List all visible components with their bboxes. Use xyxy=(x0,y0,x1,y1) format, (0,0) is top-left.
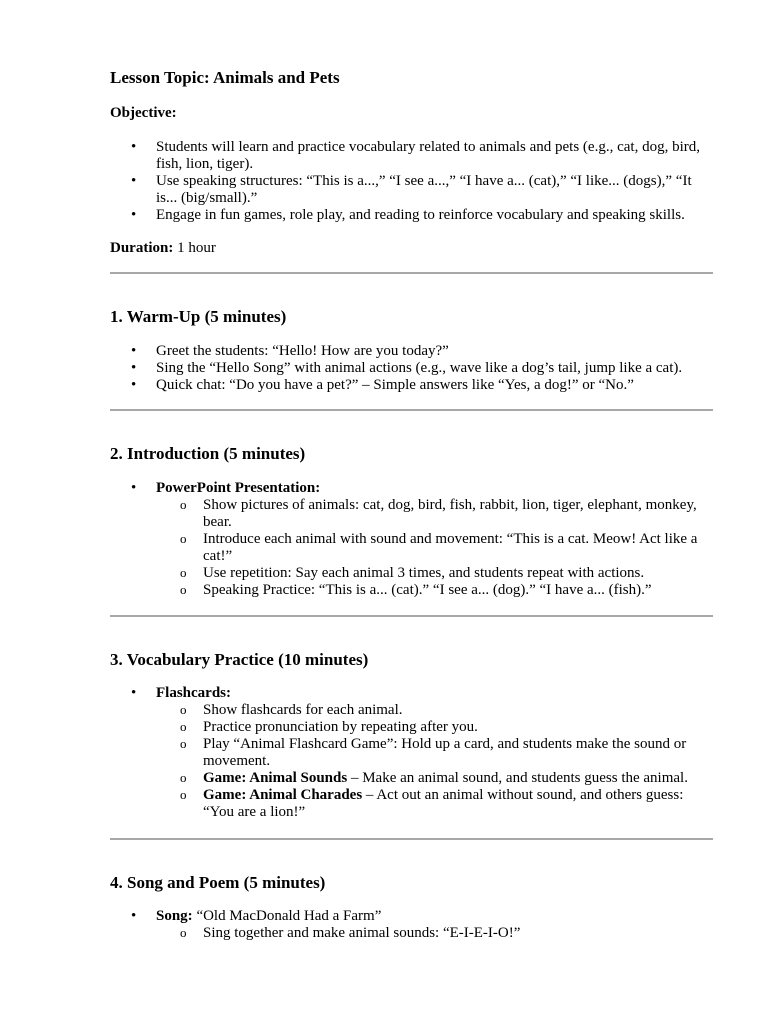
list-item xyxy=(110,685,713,821)
sub-list-item: o Show pictures of animals: cat, dog, bird, fish, rabbit, lion, tiger, elephant, monkey, bear. xyxy=(156,497,713,531)
list-item xyxy=(110,480,713,599)
list-item: • Greet the students: “Hello! How are you today?” xyxy=(110,343,713,360)
sub-list xyxy=(110,497,713,599)
duration-line xyxy=(110,240,216,257)
sub-list-item: o Sing together and make animal sounds: “E-I-E-I-O!” xyxy=(156,925,713,942)
sub-list-item xyxy=(156,787,713,821)
group-label: PowerPoint Presentation: xyxy=(156,480,321,496)
game-text: – Make an animal sound, and students guess the animal. xyxy=(347,770,688,786)
sub-list-item: o Practice pronunciation by repeating after you. xyxy=(156,719,713,736)
sub-list-item: o Speaking Practice: “This is a... (cat).” “I see a... (dog).” “I have a... (fish).” xyxy=(156,582,713,599)
game-text: – Act out an animal without sound, and others guess: “You are a lion!” xyxy=(203,787,684,820)
sub-list-item: o Play “Animal Flashcard Game”: Hold up a card, and students make the sound or movement. xyxy=(156,736,713,770)
list-item xyxy=(110,908,713,942)
sub-list-item: o Use repetition: Say each animal 3 times, and students repeat with actions. xyxy=(156,565,713,582)
sub-list-item: o Show flashcards for each animal. xyxy=(156,702,713,719)
sub-list xyxy=(110,925,713,942)
group-text: “Old MacDonald Had a Farm” xyxy=(192,908,382,924)
warm-up-list xyxy=(110,343,713,394)
objective-label: Objective: xyxy=(110,105,177,121)
vocabulary-list xyxy=(110,685,713,821)
divider xyxy=(110,272,713,274)
sub-list-item xyxy=(156,770,713,787)
list-item: • Sing the “Hello Song” with animal actions (e.g., wave like a dog’s tail, jump like a cat). xyxy=(110,360,713,377)
page-title: Lesson Topic: Animals and Pets xyxy=(110,68,340,87)
group-label: Song: xyxy=(156,908,193,924)
section-heading-vocabulary: 3. Vocabulary Practice (10 minutes) xyxy=(110,650,369,669)
duration-value: 1 hour xyxy=(173,240,216,256)
sub-list-item: o Introduce each animal with sound and movement: “This is a cat. Meow! Act like a cat!” xyxy=(156,531,713,565)
list-item: • Use speaking structures: “This is a...,” “I see a...,” “I have a... (cat),” “I like... (dogs),” “It is... (big/small).” xyxy=(110,173,713,207)
list-item: • Engage in fun games, role play, and reading to reinforce vocabulary and speaking skills. xyxy=(110,207,713,224)
section-heading-song-poem: 4. Song and Poem (5 minutes) xyxy=(110,873,326,892)
song-list xyxy=(110,908,713,942)
divider xyxy=(110,409,713,411)
list-item: • Quick chat: “Do you have a pet?” – Simple answers like “Yes, a dog!” or “No.” xyxy=(110,377,713,394)
divider xyxy=(110,838,713,840)
section-heading-introduction: 2. Introduction (5 minutes) xyxy=(110,444,306,463)
game-label: Game: Animal Sounds xyxy=(203,770,348,786)
list-item: • Students will learn and practice vocabulary related to animals and pets (e.g., cat, dog, bird, fish, lion, tiger). xyxy=(110,139,713,173)
game-label: Game: Animal Charades xyxy=(203,787,363,803)
duration-label: Duration: xyxy=(110,240,174,256)
sub-list xyxy=(110,702,713,821)
introduction-list xyxy=(110,480,713,599)
section-heading-warm-up: 1. Warm-Up (5 minutes) xyxy=(110,307,287,326)
objectives-list xyxy=(110,139,713,224)
divider xyxy=(110,615,713,617)
group-label: Flashcards: xyxy=(156,685,231,701)
